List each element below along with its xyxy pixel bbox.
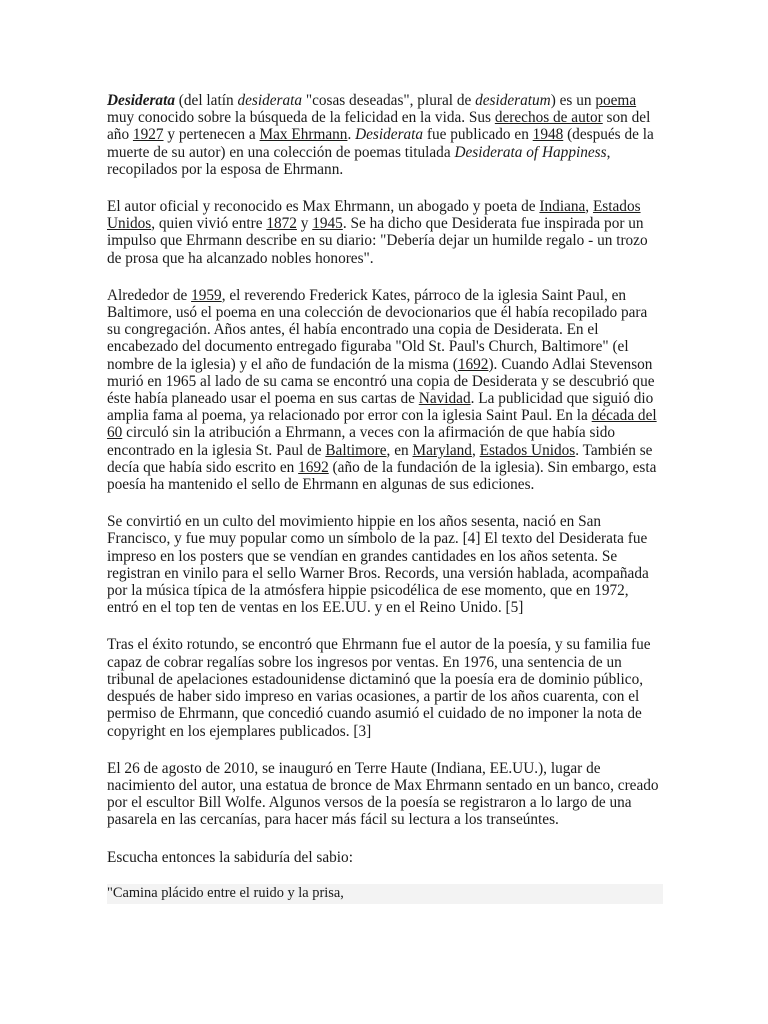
text: y pertenecen a [163, 126, 260, 144]
text: . Se ha dicho que Desiderata fue inspirada por un impulso que Ehrmann describe en su diario: "Debería dejar un humilde regalo - un trozo de prosa que ha alcanzado nobles honores". [107, 215, 648, 267]
link-indiana[interactable]: Indiana [539, 198, 586, 216]
text: (después de la muerte de su autor) en una colección de poemas titulada [107, 126, 654, 161]
text-italic: desideratum [475, 92, 551, 109]
link-baltimore[interactable]: Baltimore [325, 441, 387, 459]
link-1927[interactable]: 1927 [132, 126, 164, 144]
text: , el reverendo Frederick Kates, párroco de la iglesia Saint Paul, en Baltimore, usó el poema en una colección de devocionarios que él había recopilado para su congregación. Años antes, él había encontrado una copia de Desiderata. En el encabezado del documento entregado figuraba "Old St. Paul's Church, Baltimore" (el nombre de la iglesia) y el año de fundación de la misma ( [107, 286, 648, 373]
text: (del latín [174, 92, 238, 109]
text: . [347, 126, 356, 144]
text: "cosas deseadas", plural de [302, 92, 476, 109]
poem-first-line: "Camina plácido entre el ruido y la prisa, [107, 884, 663, 904]
link-decada-del-60[interactable]: década del 60 [107, 407, 657, 442]
paragraph-hippie: Se convirtió en un culto del movimiento hippie en los años sesenta, nació en San Francisco, y fue muy popular como un símbolo de la paz. [4] El texto del Desiderata fue impreso en los posters que se vendían en grandes cantidades en los años setenta. Se registran en vinilo para el sello Warner Bros. Records, una versión hablada, acompañada por la música típica de la atmósfera hippie psicodélica de ese momento, que en 1972, entró en el top ten de ventas en los EE.UU. y en el Reino Unido. [5] [107, 513, 649, 617]
link-max-ehrmann[interactable]: Max Ehrmann [259, 126, 348, 144]
text: fue publicado en [423, 126, 533, 144]
text: muy conocido sobre la búsqueda de la felicidad en la vida. Sus [107, 109, 495, 127]
text: , [585, 198, 593, 216]
text: circuló sin la atribución a Ehrmann, a veces con la afirmación de que había sido encontrado en la iglesia St. Paul de [107, 424, 616, 459]
text: ). Cuando Adlai Stevenson murió en 1965 al lado de su cama se encontró una copia de Desiderata y se descubrió que éste había planeado usar el poema en sus cartas de [107, 355, 655, 408]
link-1692-second[interactable]: 1692 [298, 458, 329, 476]
link-estados-unidos-2[interactable]: Estados Unidos [479, 441, 576, 459]
text: (año de la fundación de la iglesia). Sin embargo, esta poesía ha mantenido el sello de Ehrmann en algunas de sus ediciones. [107, 458, 657, 494]
text: . La publicidad que siguió dio amplia fama al poema, ya relacionado por error con la iglesia Saint Paul. En la [107, 390, 654, 425]
link-1692[interactable]: 1692 [457, 355, 489, 373]
link-1959[interactable]: 1959 [191, 286, 222, 304]
text: Alrededor de [107, 286, 192, 304]
paragraph-history [107, 287, 663, 493]
paragraph-copyright: Tras el éxito rotundo, se encontró que Ehrmann fue el autor de la poesía, y su familia fue capaz de cobrar regalías sobre los ingresos por ventas. En 1976, una sentencia de un tribunal de apelaciones estadounidense dictaminó que la poesía era de dominio público, después de haber sido impreso en varias ocasiones, a partir de los años cuarenta, con el permiso de Ehrmann, que concedió cuando asumió el cuidado de no imponer la nota de copyright en los ejemplares publicados. [3] [107, 636, 651, 740]
text: ) es un [550, 92, 596, 109]
link-1872[interactable]: 1872 [266, 215, 297, 233]
text: , [471, 441, 480, 459]
link-poema[interactable]: poema [595, 92, 637, 109]
link-navidad[interactable]: Navidad [418, 390, 471, 408]
link-estados-unidos[interactable]: Estados Unidos [107, 198, 641, 233]
text: , quien vivió entre [151, 215, 267, 233]
link-1948[interactable]: 1948 [532, 126, 564, 144]
paragraph-statue: El 26 de agosto de 2010, se inauguró en Terre Haute (Indiana, EE.UU.), lugar de nacimiento del autor, una estatua de bronce de Max Ehrmann sentado en un banco, creado por el escultor Bill Wolfe. Algunos versos de la poesía se registraron a lo largo de una pasarela en las cercanías, para hacer más fácil su lectura a los transeúntes. [107, 759, 659, 829]
text: , recopilados por la esposa de Ehrmann. [107, 143, 611, 178]
link-maryland[interactable]: Maryland [412, 441, 472, 459]
link-1945[interactable]: 1945 [312, 215, 343, 233]
text: . También se decía que había sido escrito en [107, 441, 653, 476]
text-italic: Desiderata [355, 126, 424, 144]
paragraph-author [107, 198, 663, 267]
text: y [296, 215, 313, 233]
text-italic: Desiderata of Happiness [454, 143, 607, 161]
text: son del año [107, 109, 651, 144]
text-italic: desiderata [237, 92, 303, 109]
text: , en [386, 441, 413, 459]
title-term: Desiderata [107, 92, 175, 109]
text: El autor oficial y reconocido es Max Ehrmann, un abogado y poeta de [107, 198, 540, 216]
paragraph-intro [107, 92, 663, 178]
link-derechos-de-autor[interactable]: derechos de autor [494, 109, 603, 127]
paragraph-listen: Escucha entonces la sabiduría del sabio: [107, 848, 353, 866]
document-body [107, 92, 663, 904]
